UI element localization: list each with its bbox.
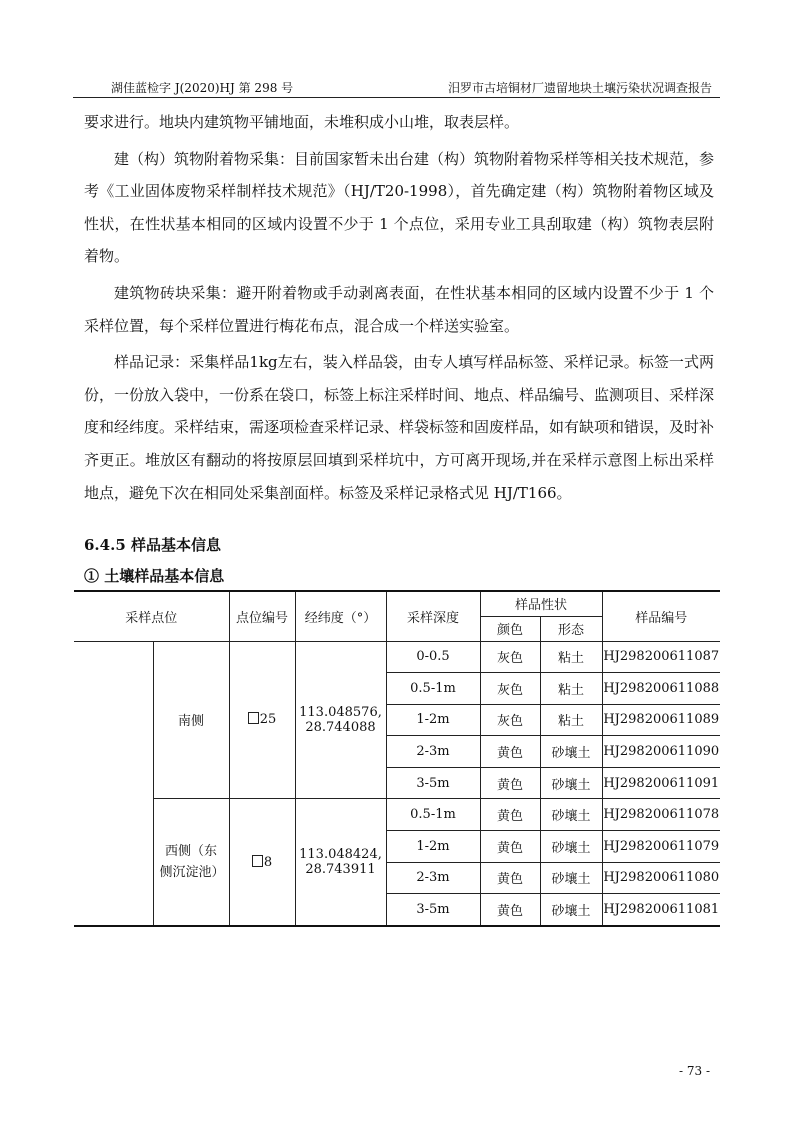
paragraph: 样品记录：采集样品1kg左右，装入样品袋，由专人填写样品标签、采样记录。标签一式两份，一份放入袋中，一份系在袋口，标签上标注采样时间、地点、样品编号、监测项目、采样深度和经纬度。采样结束，需逐项检查采样记录、样袋标签和固废样品，如有缺项和错误，及时补齐更正。堆放区有翻动的将按原层回填到采样坑中，方可离开现场,并在采样示意图上标出采样地点，避免下次在相同处采集剖面样。标签及采样记录格式见 HJ/T166。 xyxy=(84,353,715,502)
paragraph: 建筑物砖块采集：避开附着物或手动剥离表面，在性状基本相同的区域内设置不少于 1 个采样位置，每个采样位置进行梅花布点，混合成一个样送实验室。 xyxy=(84,283,714,335)
subsection-title: ① 土壤样品基本信息 xyxy=(84,567,225,585)
form-cell: 砂壤土 xyxy=(540,799,602,831)
color-cell: 黄色 xyxy=(480,736,540,768)
page-header xyxy=(73,73,720,98)
body-text xyxy=(84,106,714,509)
form-cell: 粘土 xyxy=(540,641,602,673)
form-cell: 粘土 xyxy=(540,673,602,705)
color-cell: 黄色 xyxy=(480,831,540,863)
point-cell: 25 xyxy=(229,641,295,799)
point-cell: 8 xyxy=(229,799,295,926)
color-cell: 黄色 xyxy=(480,767,540,799)
color-cell: 黄色 xyxy=(480,862,540,894)
sample-id-cell: HJ298200611078 xyxy=(602,799,720,831)
sample-id-cell: HJ298200611079 xyxy=(602,831,720,863)
sample-info-table xyxy=(74,590,720,927)
page-number: - 73 - xyxy=(678,1064,710,1078)
depth-cell: 3-5m xyxy=(386,894,480,926)
sample-id-cell: HJ298200611080 xyxy=(602,862,720,894)
depth-cell: 1-2m xyxy=(386,704,480,736)
color-cell: 灰色 xyxy=(480,641,540,673)
depth-cell: 0.5-1m xyxy=(386,673,480,705)
header-sampling-point: 采样点位 xyxy=(74,591,229,641)
depth-cell: 1-2m xyxy=(386,831,480,863)
header-sample-id: 样品编号 xyxy=(602,591,720,641)
coordinates-cell: 113.048424, 28.743911 xyxy=(295,799,386,926)
form-cell: 砂壤土 xyxy=(540,831,602,863)
section-title: 6.4.5 样品基本信息 xyxy=(84,536,221,554)
table-row xyxy=(74,641,720,673)
depth-cell: 2-3m xyxy=(386,862,480,894)
blank-cell xyxy=(74,641,153,926)
location-cell: 西侧（东侧沉淀池） xyxy=(153,799,229,926)
sample-id-cell: HJ298200611089 xyxy=(602,704,720,736)
form-cell: 砂壤土 xyxy=(540,767,602,799)
doc-number: 湖佳蓝检字 J(2020)HJ 第 298 号 xyxy=(111,81,294,95)
sample-id-cell: HJ298200611081 xyxy=(602,894,720,926)
sample-id-cell: HJ298200611090 xyxy=(602,736,720,768)
header-color: 颜色 xyxy=(480,616,540,641)
location-cell: 南侧 xyxy=(153,641,229,799)
header-coordinates: 经纬度（°） xyxy=(295,591,386,641)
paragraph: 要求进行。地块内建筑物平铺地面，未堆积成小山堆，取表层样。 xyxy=(84,113,520,131)
color-cell: 黄色 xyxy=(480,799,540,831)
sample-id-cell: HJ298200611088 xyxy=(602,673,720,705)
coordinates-cell: 113.048576, 28.744088 xyxy=(295,641,386,799)
header-properties: 样品性状 xyxy=(480,591,602,616)
report-title: 汨罗市古培铜材厂遗留地块土壤污染状况调查报告 xyxy=(447,81,712,95)
form-cell: 砂壤土 xyxy=(540,736,602,768)
square-icon xyxy=(252,855,263,867)
square-icon xyxy=(248,712,259,724)
color-cell: 黄色 xyxy=(480,894,540,926)
depth-cell: 0.5-1m xyxy=(386,799,480,831)
depth-cell: 2-3m xyxy=(386,736,480,768)
form-cell: 砂壤土 xyxy=(540,894,602,926)
color-cell: 灰色 xyxy=(480,704,540,736)
header-form: 形态 xyxy=(540,616,602,641)
sample-id-cell: HJ298200611091 xyxy=(602,767,720,799)
depth-cell: 3-5m xyxy=(386,767,480,799)
sample-id-cell: HJ298200611087 xyxy=(602,641,720,673)
color-cell: 灰色 xyxy=(480,673,540,705)
form-cell: 粘土 xyxy=(540,704,602,736)
header-depth: 采样深度 xyxy=(386,591,480,641)
form-cell: 砂壤土 xyxy=(540,862,602,894)
table-row xyxy=(74,799,720,831)
header-point-number: 点位编号 xyxy=(229,591,295,641)
paragraph: 建（构）筑物附着物采集：目前国家暂未出台建（构）筑物附着物采样等相关技术规范，参考《工业固体废物采样制样技术规范》（HJ/T20-1998），首先确定建（构）筑物附着物区域及性状，在性状基本相同的区域内设置不少于 1 个点位，采用专业工具刮取建（构）筑物表层附着物。 xyxy=(84,149,715,266)
depth-cell: 0-0.5 xyxy=(386,641,480,673)
